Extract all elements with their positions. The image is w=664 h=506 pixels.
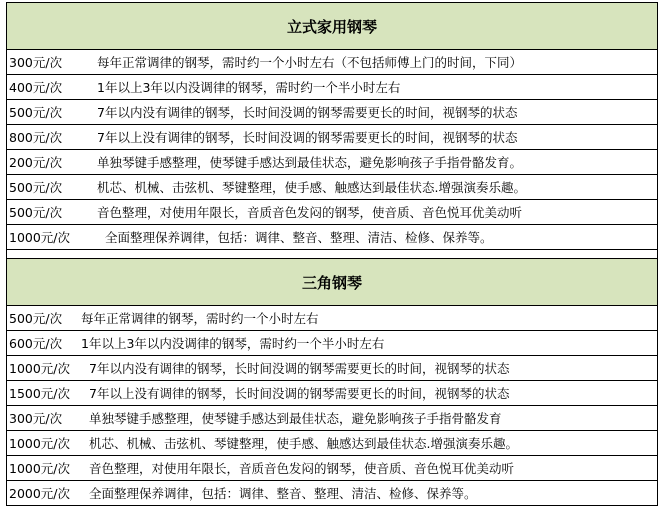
price-cell: 400元/次 bbox=[9, 80, 63, 95]
upright-section-title: 立式家用钢琴 bbox=[7, 3, 657, 50]
description-cell: 音色整理，对使用年限长，音质音色发闷的钢琴，使音质、音色悦耳优美动听 bbox=[89, 461, 515, 476]
price-cell: 1000元/次 bbox=[9, 436, 71, 451]
table-row bbox=[7, 50, 657, 75]
price-cell: 2000元/次 bbox=[9, 486, 71, 501]
description-cell: 1年以上3年以内没调律的钢琴，需时约一个半小时左右 bbox=[97, 80, 401, 95]
description-cell: 1年以上3年以内没调律的钢琴，需时约一个半小时左右 bbox=[81, 336, 385, 351]
description-cell: 每年正常调律的钢琴，需时约一个小时左右 bbox=[81, 311, 319, 326]
table-row bbox=[7, 306, 657, 331]
price-cell: 800元/次 bbox=[9, 130, 63, 145]
price-cell: 1000元/次 bbox=[9, 461, 71, 476]
description-cell: 7年以内没有调律的钢琴，长时间没调的钢琴需要更长的时间，视钢琴的状态 bbox=[97, 105, 518, 120]
table-row bbox=[7, 75, 657, 100]
price-cell: 500元/次 bbox=[9, 105, 63, 120]
table-row bbox=[7, 481, 657, 505]
price-cell: 500元/次 bbox=[9, 311, 63, 326]
description-cell: 全面整理保养调律，包括：调律、整音、整理、清洁、检修、保养等。 bbox=[105, 230, 493, 245]
table-row bbox=[7, 125, 657, 150]
description-cell: 每年正常调律的钢琴，需时约一个小时左右（不包括师傅上门的时间，下同） bbox=[97, 55, 523, 70]
grand-piano-section bbox=[6, 258, 658, 506]
price-cell: 200元/次 bbox=[9, 155, 63, 170]
table-row bbox=[7, 381, 657, 406]
table-row bbox=[7, 100, 657, 125]
price-cell: 500元/次 bbox=[9, 180, 63, 195]
table-row bbox=[7, 431, 657, 456]
price-cell: 1500元/次 bbox=[9, 386, 71, 401]
table-row bbox=[7, 406, 657, 431]
upright-piano-section bbox=[6, 2, 658, 250]
table-row bbox=[7, 456, 657, 481]
price-cell: 1000元/次 bbox=[9, 361, 71, 376]
price-cell: 1000元/次 bbox=[9, 230, 71, 245]
table-row bbox=[7, 331, 657, 356]
description-cell: 全面整理保养调律，包括：调律、整音、整理、清洁、检修、保养等。 bbox=[89, 486, 477, 501]
table-row bbox=[7, 175, 657, 200]
table-row bbox=[7, 356, 657, 381]
description-cell: 机芯、机械、击弦机、琴键整理，使手感、触感达到最佳状态.增强演奏乐趣。 bbox=[97, 180, 526, 195]
description-cell: 单独琴键手感整理，使琴键手感达到最佳状态，避免影响孩子手指骨骼发育。 bbox=[97, 155, 523, 170]
description-cell: 单独琴键手感整理，使琴键手感达到最佳状态，避免影响孩子手指骨骼发育 bbox=[89, 411, 502, 426]
table-row bbox=[7, 200, 657, 225]
description-cell: 音色整理，对使用年限长，音质音色发闷的钢琴，使音质、音色悦耳优美动听 bbox=[97, 205, 523, 220]
description-cell: 7年以内没有调律的钢琴，长时间没调的钢琴需要更长的时间，视钢琴的状态 bbox=[89, 361, 510, 376]
price-cell: 500元/次 bbox=[9, 205, 63, 220]
description-cell: 7年以上没有调律的钢琴，长时间没调的钢琴需要更长的时间，视钢琴的状态 bbox=[97, 130, 518, 145]
description-cell: 机芯、机械、击弦机、琴键整理，使手感、触感达到最佳状态.增强演奏乐趣。 bbox=[89, 436, 518, 451]
table-row bbox=[7, 150, 657, 175]
price-cell: 300元/次 bbox=[9, 411, 63, 426]
price-cell: 300元/次 bbox=[9, 55, 63, 70]
price-cell: 600元/次 bbox=[9, 336, 63, 351]
description-cell: 7年以上没有调律的钢琴，长时间没调的钢琴需要更长的时间，视钢琴的状态 bbox=[89, 386, 510, 401]
section-spacer bbox=[6, 235, 658, 258]
grand-section-title: 三角钢琴 bbox=[7, 259, 657, 306]
